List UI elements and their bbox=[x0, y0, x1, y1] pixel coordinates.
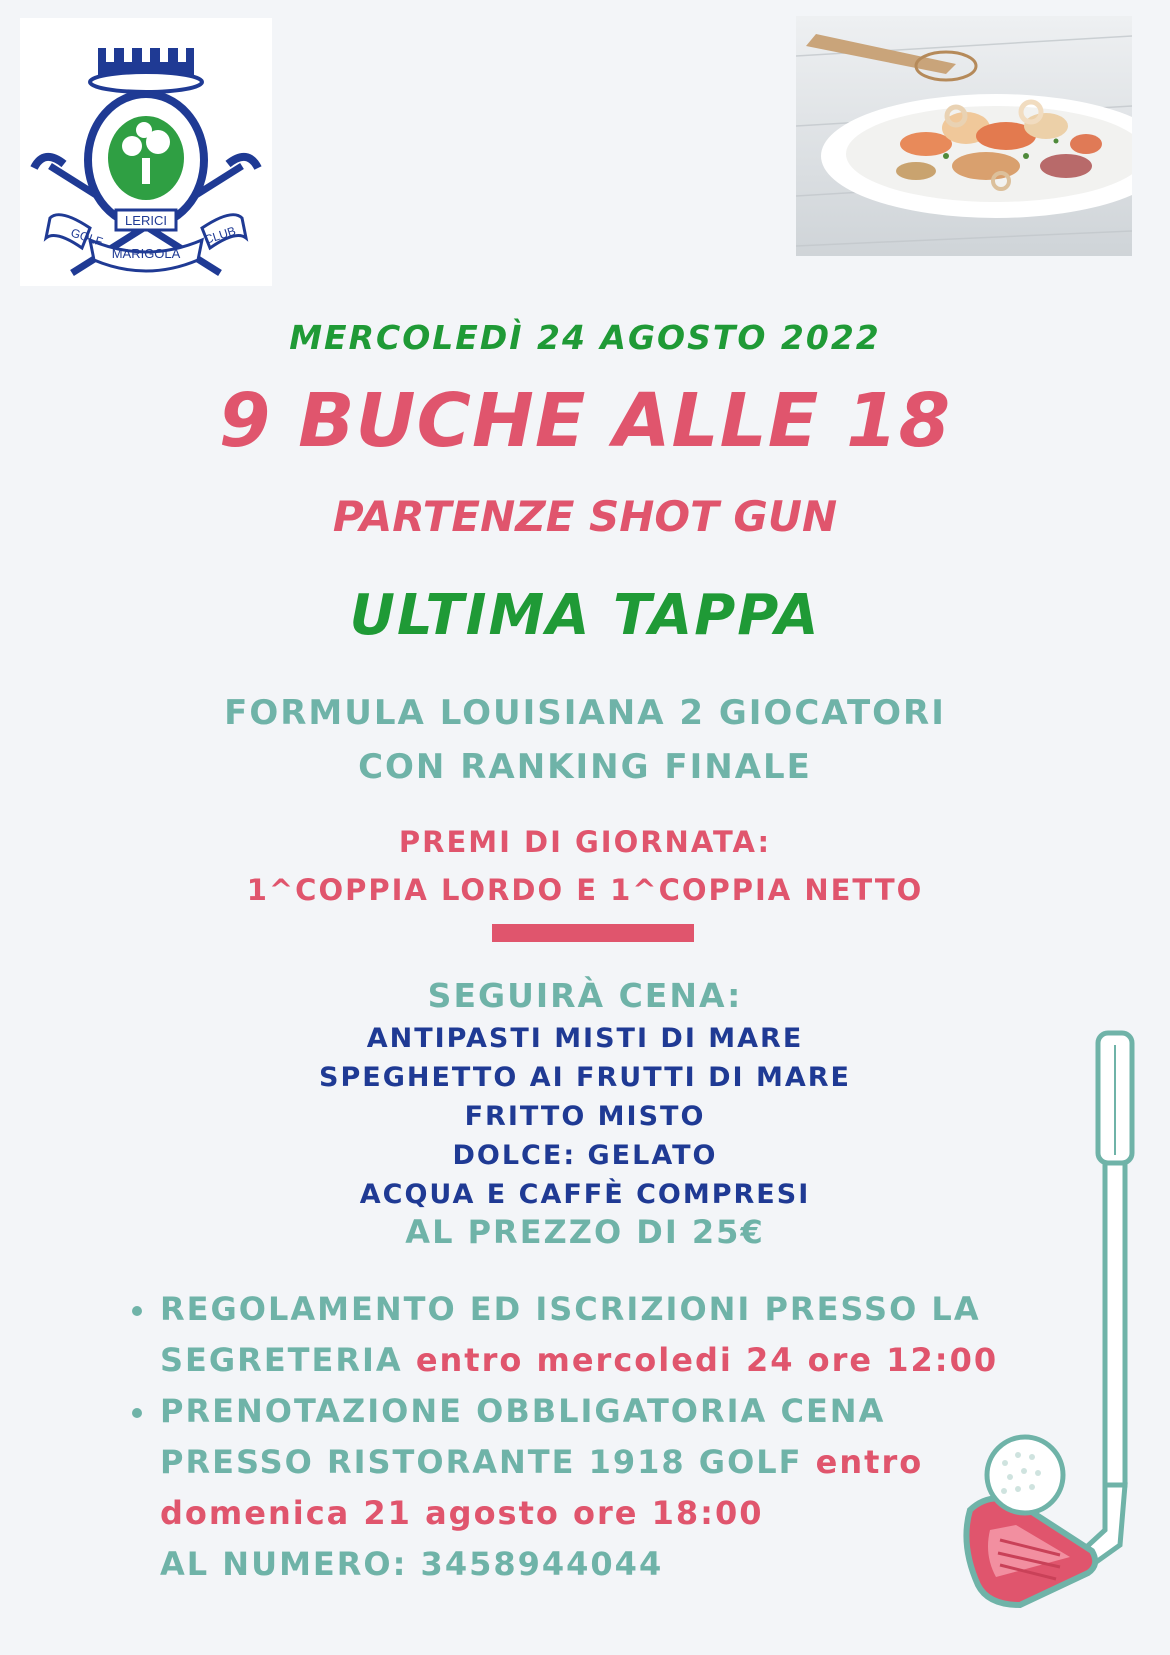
menu-item: ACQUA E CAFFÈ COMPRESI bbox=[359, 1179, 811, 1210]
formula-block bbox=[0, 686, 1170, 794]
deadline-text: entro bbox=[815, 1443, 924, 1481]
logo-club-text: CLUB bbox=[202, 223, 238, 247]
bullet-icon bbox=[132, 1408, 142, 1418]
prizes-block bbox=[0, 818, 1170, 914]
seafood-photo bbox=[796, 16, 1132, 256]
dinner-heading: SEGUIRÀ CENA: bbox=[427, 976, 743, 1015]
list-item bbox=[130, 1386, 1010, 1590]
dinner-price: AL PREZZO DI 25€ bbox=[405, 1213, 765, 1251]
logo-golf-text: GOLF bbox=[69, 225, 105, 249]
formula-line-1: FORMULA LOUISIANA 2 GIOCATORI bbox=[224, 693, 946, 733]
club-logo bbox=[20, 18, 272, 286]
note-text: SEGRETERIA bbox=[160, 1341, 403, 1379]
list-item bbox=[130, 1284, 1010, 1386]
logo-town-text: LERICI bbox=[125, 213, 167, 228]
phone-label: AL NUMERO: bbox=[160, 1545, 408, 1583]
event-date: MERCOLEDÌ 24 AGOSTO 2022 bbox=[289, 318, 881, 357]
formula-line-2: CON RANKING FINALE bbox=[358, 747, 812, 787]
menu-item: DOLCE: GELATO bbox=[452, 1140, 718, 1171]
logo-marigola-text: MARIGOLA bbox=[111, 246, 181, 261]
event-stage: ULTIMA TAPPA bbox=[349, 583, 821, 648]
event-subtitle: PARTENZE SHOT GUN bbox=[332, 492, 838, 541]
phone-number: 3458944044 bbox=[420, 1545, 664, 1583]
event-title: 9 BUCHE ALLE 18 bbox=[218, 378, 952, 464]
menu-item: SPEGHETTO AI FRUTTI DI MARE bbox=[319, 1062, 851, 1093]
menu-item: FRITTO MISTO bbox=[464, 1101, 706, 1132]
prizes-heading: PREMI DI GIORNATA: bbox=[398, 825, 772, 859]
divider bbox=[492, 924, 694, 942]
deadline-text: domenica 21 agosto ore 18:00 bbox=[160, 1494, 764, 1532]
note-text: PRESSO RISTORANTE 1918 GOLF bbox=[160, 1443, 803, 1481]
menu-item: ANTIPASTI MISTI DI MARE bbox=[366, 1023, 804, 1054]
golf-club-icon bbox=[960, 1025, 1150, 1625]
bullet-icon bbox=[132, 1306, 142, 1316]
golf-ball-icon bbox=[987, 1437, 1063, 1513]
prizes-detail: 1^COPPIA LORDO E 1^COPPIA NETTO bbox=[246, 873, 924, 907]
deadline-text: entro mercoledi 24 ore 12:00 bbox=[415, 1341, 999, 1379]
notes-list bbox=[130, 1284, 1010, 1590]
note-text: PRENOTAZIONE OBBLIGATORIA CENA bbox=[160, 1392, 886, 1430]
note-text: REGOLAMENTO ED ISCRIZIONI PRESSO LA bbox=[160, 1290, 981, 1328]
